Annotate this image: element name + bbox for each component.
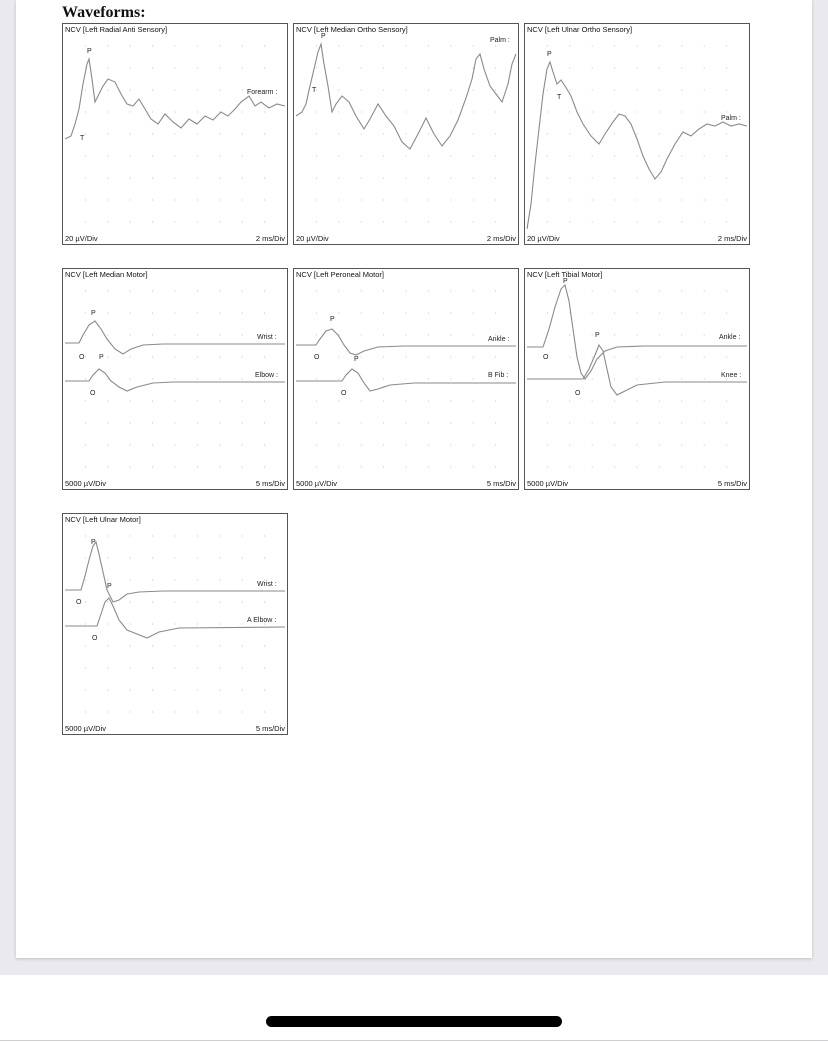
- trace-palm: [527, 62, 747, 229]
- time-scale: 5 ms/Div: [255, 479, 285, 488]
- marker-t: T: [80, 135, 85, 142]
- marker-o: O: [575, 390, 581, 397]
- trace-label-elbow: Elbow :: [255, 372, 278, 379]
- panel-title: NCV [Left Median Motor]: [65, 270, 148, 279]
- amplitude-scale: 20 µV/Div: [65, 234, 98, 243]
- marker-p: P: [91, 539, 96, 546]
- marker-p: P: [595, 332, 600, 339]
- grid-dots: [85, 45, 265, 222]
- time-scale: 5 ms/Div: [255, 724, 285, 733]
- trace-label-b-fib: B Fib :: [488, 372, 509, 379]
- trace-label-palm: Palm :: [490, 37, 510, 44]
- panel-ulnar-motor: [62, 513, 288, 735]
- marker-o: O: [76, 599, 82, 606]
- panel-title: NCV [Left Tibial Motor]: [527, 270, 603, 279]
- grid-dots: [85, 535, 265, 712]
- marker-p: P: [354, 356, 359, 363]
- marker-t: T: [312, 87, 317, 94]
- panel-title: NCV [Left Peroneal Motor]: [296, 270, 384, 279]
- trace-label-wrist: Wrist :: [257, 334, 277, 341]
- amplitude-scale: 5000 µV/Div: [527, 479, 569, 488]
- time-scale: 2 ms/Div: [486, 234, 516, 243]
- panel-median-sensory: [293, 23, 519, 245]
- marker-p: P: [99, 354, 104, 361]
- amplitude-scale: 20 µV/Div: [296, 234, 329, 243]
- marker-t: T: [557, 94, 562, 101]
- waveform-ulnar-motor: [63, 514, 287, 734]
- marker-p: P: [547, 51, 552, 58]
- trace-label-forearm: Forearm :: [247, 89, 278, 96]
- panel-tibial-motor: [524, 268, 750, 490]
- panel-title: NCV [Left Median Ortho Sensory]: [296, 25, 408, 34]
- trace-palm: [296, 44, 516, 149]
- marker-p: P: [107, 583, 112, 590]
- panel-radial-sensory: [62, 23, 288, 245]
- trace-label-wrist: Wrist :: [257, 581, 277, 588]
- marker-o: O: [90, 390, 96, 397]
- trace-label-ankle: Ankle :: [488, 336, 510, 343]
- waveform-median-motor: [63, 269, 287, 489]
- page-heading: Waveforms:: [62, 4, 146, 21]
- trace-forearm: [65, 59, 285, 139]
- marker-p: P: [87, 48, 92, 55]
- trace-label-knee: Knee :: [721, 372, 742, 379]
- waveform-ulnar-sensory: [525, 24, 749, 244]
- waveform-peroneal-motor: [294, 269, 518, 489]
- grid-dots: [85, 290, 265, 467]
- trace-ankle: [527, 285, 747, 379]
- waveform-radial-sensory: [63, 24, 287, 244]
- time-scale: 2 ms/Div: [717, 234, 747, 243]
- trace-wrist: [65, 321, 285, 354]
- marker-o: O: [341, 390, 347, 397]
- time-scale: 2 ms/Div: [255, 234, 285, 243]
- amplitude-scale: 5000 µV/Div: [65, 724, 107, 733]
- trace-label-palm: Palm :: [721, 115, 741, 122]
- marker-p: P: [330, 316, 335, 323]
- waveform-median-sensory: [294, 24, 518, 244]
- marker-o: O: [314, 354, 320, 361]
- marker-p: P: [563, 278, 568, 285]
- panel-ulnar-sensory: [524, 23, 750, 245]
- amplitude-scale: 20 µV/Div: [527, 234, 560, 243]
- trace-wrist: [65, 542, 285, 602]
- panel-median-motor: [62, 268, 288, 490]
- trace-label-a-elbow: A Elbow :: [247, 617, 277, 624]
- time-scale: 5 ms/Div: [717, 479, 747, 488]
- trace-elbow: [65, 369, 285, 391]
- panel-title: NCV [Left Ulnar Motor]: [65, 515, 141, 524]
- amplitude-scale: 5000 µV/Div: [65, 479, 107, 488]
- marker-o: O: [92, 635, 98, 642]
- trace-knee: [527, 345, 747, 395]
- amplitude-scale: 5000 µV/Div: [296, 479, 338, 488]
- panel-title: NCV [Left Ulnar Ortho Sensory]: [527, 25, 633, 34]
- marker-o: O: [79, 354, 85, 361]
- grid-dots: [316, 45, 496, 222]
- waveform-tibial-motor: [525, 269, 749, 489]
- trace-b-fib: [296, 369, 516, 391]
- panel-peroneal-motor: [293, 268, 519, 490]
- marker-o: O: [543, 354, 549, 361]
- marker-p: P: [91, 310, 96, 317]
- panel-title: NCV [Left Radial Anti Sensory]: [65, 25, 168, 34]
- trace-ankle: [296, 329, 516, 355]
- time-scale: 5 ms/Div: [486, 479, 516, 488]
- bottom-divider: [0, 1040, 828, 1041]
- grid-dots: [547, 45, 727, 222]
- home-indicator[interactable]: [266, 1016, 562, 1027]
- trace-label-ankle: Ankle :: [719, 334, 741, 341]
- marker-p: P: [321, 33, 326, 40]
